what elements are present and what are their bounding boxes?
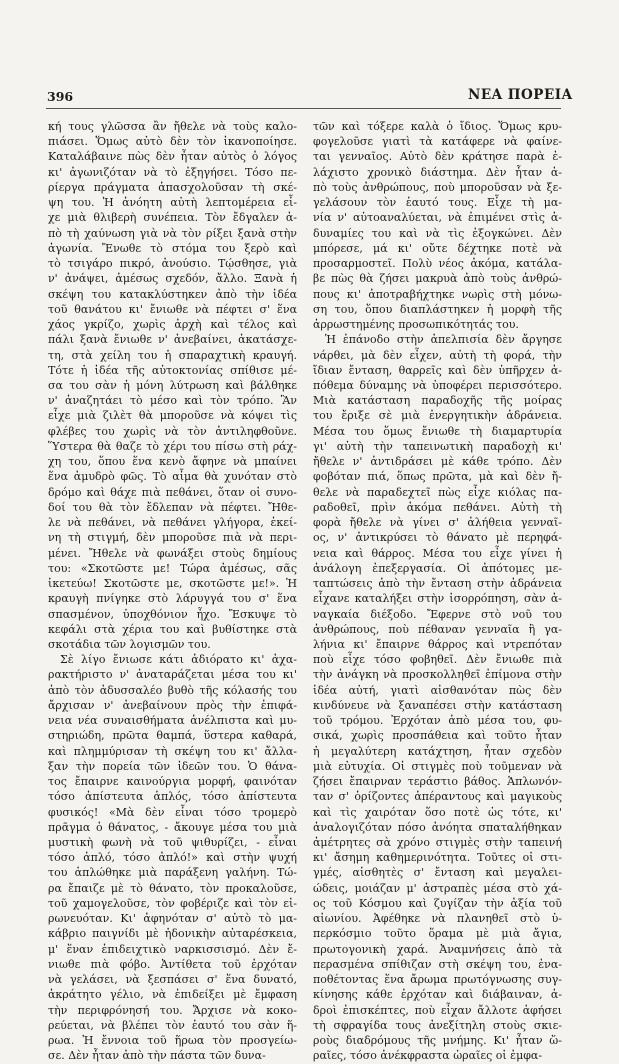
text-line: ται γενναῖος. Αὐτὸ δὲν κράτησε παρὰ ἐ- bbox=[313, 150, 562, 164]
text-line: χε μιὰ θλιβερὴ συνέπεια. Τὸν ἔδγαλεν ἀ- bbox=[48, 211, 297, 225]
text-line: νη τὴ στιγμή, δὲν μποροῦσε πιὰ νὰ περι- bbox=[48, 531, 297, 545]
text-line: χάος γκρίζο, χωρὶς ἀρχὴ καὶ τέλος καὶ bbox=[48, 318, 297, 332]
text-line: ἀναλογιζόταν πόσο ἀνόητα σπαταλήθηκαν bbox=[313, 820, 562, 834]
text-line: λήνια κι' ἔπαιρνε θάρρος καὶ ντρεπόταν bbox=[313, 637, 562, 651]
running-head: ΝΕΑ ΠΟΡΕΙΑ bbox=[468, 87, 573, 103]
text-line: φογελοῦσε γιατὶ τὰ κατάφερε νὰ φαίνε- bbox=[313, 135, 562, 149]
text-line: ρακτήριστο ν' ἀναταράζεται μέσα του κι' bbox=[48, 668, 297, 682]
text-line: τοῦ τρόμου. Ἐρχόταν ἀπὸ μέσα του, φυ- bbox=[313, 714, 562, 728]
text-line: ἄρχισαν ν' ἀνεβαίνουν πρὸς τὴν ἐπιφά- bbox=[48, 698, 297, 712]
text-line: κή τους γλῶσσα ἂν ἤθελε νὰ τοὺς καλο- bbox=[48, 120, 297, 133]
text-line: νεια καὶ θάρρος. Μέσα του εἶχε γίνει ἡ bbox=[313, 546, 562, 560]
text-line: Καταλάβαινε πὼς δὲν ἦταν αὐτὸς ὁ λόγος bbox=[48, 150, 297, 164]
text-line: εἶχε μιὰ ζιλὲτ θὰ μποροῦσε νὰ κόψει τὶς bbox=[48, 409, 297, 423]
text-line: γμές, αἰσθητὲς σ' ἔνταση καὶ μεγαλει- bbox=[313, 866, 562, 880]
text-line: ἕνα ἀμυδρὸ φῶς. Τὸ αἷμα θὰ χυνόταν στὸ bbox=[48, 470, 297, 484]
text-line: ἀνθρώπους, ποὺ πέθαναν γενναῖα ἢ γα- bbox=[313, 622, 562, 636]
text-line: περκόσμιο τοῦτο ὅραμα μὲ μιὰ ἄγια, bbox=[313, 927, 562, 941]
text-line: καὶ πλημμύρισαν τὴ σκέψη του κι' ἄλλα- bbox=[48, 744, 297, 758]
text-line: πὸ τοὺς ἀνθρώπους, ποὺ μποροῦσαν νὰ ξε- bbox=[313, 180, 562, 194]
text-line: νιωθε πιὰ φόβο. Ἀντίθετα τοῦ ἐρχόταν bbox=[48, 957, 297, 971]
text-line: Μέσα του ὅμως ἔνιωθε τὴ διαμαρτυρία bbox=[313, 424, 562, 438]
text-line: κεφάλι στὰ χέρια του καὶ βυθίστηκε στὰ bbox=[48, 622, 297, 636]
text-line: νὰ γελάσει, νὰ ξεσπάσει σ' ἕνα δυνατό, bbox=[48, 973, 297, 987]
text-line: ἀκράτητο γέλιο, νὰ ἐπιδείξει μὲ ἔμφαση bbox=[48, 988, 297, 1002]
text-line: πρωτογονικὴ χαρά. Ἀναμνήσεις ἀπὸ τὰ bbox=[313, 942, 562, 956]
text-line: καὶ τὶς χαιρόταν ὅσο ποτὲ ὡς τότε, κι' bbox=[313, 805, 562, 819]
text-line: σκοτάδια τῶν λογισμῶν του. bbox=[48, 637, 211, 651]
text-line: φλέβες του χωρὶς νὰ τὸν ἀντιληφθοῦνε. bbox=[48, 424, 297, 438]
text-line: Ἡ ἐπάνοδο στὴν ἀπελπισία δὲν ἄργησε bbox=[325, 333, 562, 347]
text-line: πους κι' ἀποτραβήχτηκε νωρὶς στὴ μόνω- bbox=[313, 287, 562, 301]
text-line: τόσο ἀπίστευτα ἁπλός, τόσο ἀπίστευτα bbox=[48, 790, 297, 804]
text-line: μιὰ εὐτυχία. Οἱ στιγμὲς ποὺ τοῦμεναν νὰ bbox=[313, 759, 562, 773]
text-line: τῶν καὶ τόξερε καλὰ ὁ ἴδιος. Ὅμως κρυ- bbox=[313, 120, 562, 133]
text-line: δρόμο καὶ θάχε πιὰ πεθάνει, ὅταν οἱ συνο- bbox=[48, 485, 297, 499]
text-line: πιάσει. Ὅμως αὐτὸ δὲν τὸν ἱκανοποίησε. bbox=[48, 135, 297, 149]
text-line: προσαρμοστεῖ. Πολὺ νέος ἀκόμα, κατάλα- bbox=[313, 257, 562, 271]
left-column bbox=[48, 119, 297, 1064]
page-number: 396 bbox=[47, 89, 74, 104]
text-line: δυναμίες του καὶ νὰ τὶς ἐξογκώνει. Δὲν bbox=[313, 226, 562, 240]
text-line: ἀνάλογη ἐπεξεργασία. Οἱ ἀπότομες με- bbox=[313, 561, 562, 575]
text-line: ταν σ' ὁρίζοντες ἀπέραντους καὶ μαγικοὺς bbox=[313, 790, 562, 804]
text-line: του ἁπλώθηκε μιὰ παράξενη γαλήνη. Τώ- bbox=[48, 866, 297, 880]
text-line: ραδοθεῖ, πρὶν ἀκόμα πεθάνει. Αὐτὴ τὴ bbox=[313, 500, 562, 514]
text-line: τὴν ἀνάγκη νὰ προσκολληθεῖ ἐπίμονα στὴν bbox=[313, 668, 562, 682]
text-line: σπασμένον, ὑποχθόνιον ἦχο. Ἔσκυψε τὸ bbox=[48, 607, 297, 621]
text-line: τὸ τσιγάρο πικρό, ἀνούσιο. Τῴσθησε, γιὰ bbox=[48, 257, 297, 271]
text-line: ν' ἀνάψει, ἀμέσως σχεδόν, ἄλλο. Ξανὰ ἡ bbox=[48, 272, 297, 286]
text-line: μυστικὴ φωνὴ νὰ τοῦ ψιθυρίζει, - εἶναι bbox=[48, 836, 297, 850]
text-line: ρεύεται, νὰ βλέπει τὸν ἑαυτό του σὰν ἥ- bbox=[48, 1018, 297, 1032]
text-line: τος ἔπαιρνε καινούργια μορφή, φαινόταν bbox=[48, 775, 297, 789]
text-line: σα του σὰν ἡ μόνη λύτρωση καὶ βάλθηκε bbox=[48, 378, 297, 392]
text-line: ος, ν' ἀντικρύσει τὸ θάνατο μὲ περηφά- bbox=[313, 531, 562, 545]
text-line: τοῦ θανάτου κι' ἔνιωθε νὰ πέφτει σ' ἕνα bbox=[48, 302, 297, 316]
text-line: τη, στὰ χείλη του ἡ σπαραχτικὴ κραυγή. bbox=[48, 348, 297, 362]
text-line: δροὶ ἐπισκέπτες, ποὺ εἶχαν ἄλλοτε ἀφήσει bbox=[313, 1003, 562, 1017]
text-line: πάλι ξανὰ ἔνιωθε ν' ἀνεβαίνει, ἀκατάσχε- bbox=[48, 333, 297, 347]
right-column bbox=[313, 119, 562, 1064]
text-line: ραῖες, τόσο ἀνέκφραστα ὡραῖες οἱ ἐμφα- bbox=[313, 1049, 543, 1063]
text-line: Μιὰ κατάσταση παραδοχῆς τῆς μοίρας bbox=[313, 394, 562, 408]
text-line: ρίεργα πράγματα ἀπασχολοῦσαν τὴ σκέ- bbox=[48, 180, 297, 194]
header-rule bbox=[46, 108, 561, 109]
text-line: αἰωνίου. Ἀφέθηκε νὰ πλανηθεῖ στὸ ὑ- bbox=[313, 912, 562, 926]
text-line: λε νὰ πεθάνει, νὰ πεθάνει γλήγορα, ἐκεί- bbox=[48, 516, 297, 530]
text-line: κραυγὴ πνίγηκε στὸ λάρυγγά του σ' ἕνα bbox=[48, 592, 297, 606]
text-line: Ὕστερα θὰ θαζε τὸ χέρι του πίσω στὴ ράχ- bbox=[48, 439, 297, 453]
text-line: ροὺς διαδρόμους τῆς μνήμης. Κι' ἦταν ὥ- bbox=[313, 1034, 562, 1048]
text-line: πόθεμα δύναμης νὰ ὑποφέρει περισσότερο. bbox=[313, 378, 562, 392]
text-line: κίνησης κάθε ἐρχόταν καὶ διάβαιναν, ἁ- bbox=[313, 988, 562, 1002]
text-line: λάχιστο χρονικὸ διάστημα. Δὲν ἦταν ἀ- bbox=[313, 165, 562, 179]
text-line: θελε νὰ παραδεχτεῖ πὼς εἶχε κιόλας πα- bbox=[313, 485, 562, 499]
text-line: ώδεις, μοιάζαν μ' ἀστραπὲς μέσα στὸ χά- bbox=[313, 881, 562, 895]
text-line: ρα ἔπαιζε μὲ τὸ θάνατο, τὸν προκαλοῦσε, bbox=[48, 881, 297, 895]
text-line: ρωνευόταν. Κι' ἀφηνόταν σ' αὐτὸ τὸ μα- bbox=[48, 912, 297, 926]
text-line: ἡ μεγαλύτερη κατάχτηση, ἦταν σχεδὸν bbox=[313, 744, 562, 758]
text-line: ἰδέα αὐτή, γιατὶ αἰσθανόταν πὼς δὲν bbox=[313, 683, 562, 697]
text-line: γι' αὐτὴ τὴν ταπεινωτικὴ παραδοχὴ κι' bbox=[313, 439, 562, 453]
text-line: τόσο ἁπλό, τόσο ἁπλό!» καὶ στὴν ψυχή bbox=[48, 851, 297, 865]
text-line: μπόρεσε, μά κι' οὔτε δέχτηκε ποτὲ νὰ bbox=[313, 241, 562, 255]
text-line: του ἔριξε σὲ μιὰ ἐνεργητικὴν ἀδράνεια. bbox=[313, 409, 562, 423]
text-line: ποὺ εἶχε τόσο φοβηθεῖ. Δὲν ἔνιωθε πιὰ bbox=[313, 653, 562, 667]
text-line: φοβόταν πιά, ὅπως πρῶτα, μὰ καὶ δὲν ἤ- bbox=[313, 470, 562, 484]
text-line: ἱκετεύω! Σκοτῶστε με, σκοτῶστε με!». Ἡ bbox=[48, 577, 297, 591]
text-line: ἀγωνία. Ἔνωθε τὸ στόμα του ξερὸ καὶ bbox=[48, 241, 297, 255]
text-line: νεια νέα συναισθήματα ἀνέλπιστα καὶ μυ- bbox=[48, 714, 297, 728]
text-line: ζήσει ἔπαιρναν τεράστιο βάθος. Ἁπλωνόν- bbox=[313, 775, 562, 789]
text-line: εἶχανε καταλήξει στὴν ἰσορρόπηση, σὰν ἀ- bbox=[313, 592, 562, 606]
text-line: ποθέτοντας ἕνα ἄρωμα πρωτόγνωσης συγ- bbox=[313, 973, 562, 987]
text-line: ση του, ὅπου διαπλάστηκεν ἡ μορφὴ τῆς bbox=[313, 302, 562, 316]
text-line: δοί του θὰ τὸν ἔδλεπαν νὰ πέφτει. Ἤθε- bbox=[48, 500, 297, 514]
text-line: ταπτώσεις ἀπὸ τὴν ἔνταση στὴν ἀδράνεια bbox=[313, 577, 562, 591]
text-line: νία ν' αὐτοαναλύεται, νὰ ἐπιμένει στὶς ἀ- bbox=[313, 211, 562, 225]
text-line: τὴ σφραγίδα τους ἀνεξίτηλη στοὺς σκιε- bbox=[313, 1018, 562, 1032]
text-line: τὴν περιφρόνησή του. Ἄρχισε νὰ κοκο- bbox=[48, 1003, 297, 1017]
text-line: ξαν τὴν πορεία τῶν ἰδεῶν του. Ὁ θάνα- bbox=[48, 759, 297, 773]
text-line: ναγκαία διέξοδο. Ἔφερνε στὸ νοῦ του bbox=[313, 607, 562, 621]
text-line: ἤθελε ν' ἀντιδράσει μὲ κάθε τρόπο. Δὲν bbox=[313, 455, 562, 469]
text-line: τοῦ χαμογελοῦσε, τὸν φοβέριζε καὶ τὸν εἰ- bbox=[48, 896, 297, 910]
text-line: φορὰ ἤθελε νὰ γίνει σ' ἀλήθεια γενναῖ- bbox=[313, 516, 562, 530]
text-line: μένει. Ἤθελε νὰ φωνάξει στοὺς δημίους bbox=[48, 546, 297, 560]
text-line: ἴδιαν ἔνταση, θαρρεῖς καὶ δὲν ὑπῆρχεν ἀ- bbox=[313, 363, 562, 377]
text-line: του: «Σκοτῶστε με! Τώρα ἀμέσως, σᾶς bbox=[48, 561, 297, 575]
text-line: σκέψη του κατακλύστηκεν ἀπὸ τὴν ἰδέα bbox=[48, 287, 297, 301]
text-line: Σὲ λίγο ἔνιωσε κάτι ἀδιόρατο κι' ἀχα- bbox=[60, 653, 297, 667]
text-line: σε. Δὲν ἦταν ἀπὸ τὴν πάστα τῶν δυνα- bbox=[48, 1049, 266, 1063]
text-line: ν' ἀναζητάει τὸ μέσο καὶ τὸν τρόπο. Ἂν bbox=[48, 394, 297, 408]
text-line: περασμένα σπίθιζαν στὴ σκέψη του, ἐνα- bbox=[313, 957, 562, 971]
text-line: ἀπὸ τὸν ἀδυσσαλέο βυθὸ τῆς κόλασής του bbox=[48, 683, 297, 697]
text-line: σικά, χωρὶς προσπάθεια καὶ τοῦτο ἦταν bbox=[313, 729, 562, 743]
text-line: κι' ἀγωνιζόταν νὰ τὸ ἐξηγήσει. Τόσο πε- bbox=[48, 165, 297, 179]
text-line: ρωα. Ἡ ἔννοια τοῦ ἥρωα τὸν προσγείω- bbox=[48, 1034, 297, 1048]
text-line: ἀρρωστημένης προσωπικότητάς του. bbox=[313, 318, 519, 332]
text-line: πὸ τὴ χαύνωση γιὰ νὰ τὸν ρίξει ξανὰ στὴν bbox=[48, 226, 297, 240]
text-line: κινδύνευε νὰ ξαναπέσει στὴν κατάσταση bbox=[313, 698, 562, 712]
text-line: νάρθει, μὰ δὲν εἶχεν, αὐτὴ τὴ φορά, τὴν bbox=[313, 348, 562, 362]
text-line: Τότε ἡ ἰδέα τῆς αὐτοκτονίας σπίθισε μέ- bbox=[48, 363, 297, 377]
text-line: βε πὼς θὰ ζήσει μακρυὰ ἀπὸ τοὺς ἀνθρώ- bbox=[313, 272, 562, 286]
text-line: στηριώδη, πρῶτα θαμπά, ὕστερα καθαρά, bbox=[48, 729, 297, 743]
text-line: ψη του. Ἡ ἀνόητη αὐτὴ λεπτομέρεια εἶ- bbox=[48, 196, 297, 210]
text-line: κάβριο παιγνίδι μὲ ἡδονικὴν αὐταρέσκεια, bbox=[48, 927, 297, 941]
text-line: πρᾶγμα ὁ θάνατος, - ἄκουγε μέσα του μιὰ bbox=[48, 820, 297, 834]
text-line: φυσικός! «Μὰ δὲν εἶναι τόσο τρομερὸ bbox=[48, 805, 297, 819]
text-line: ἀμέτρητες σὰ χρόνο στιγμὲς στὴν ταπεινή bbox=[313, 836, 562, 850]
text-line: κι' ἄσημη καθημερινότητα. Τοῦτες οἱ στι- bbox=[313, 851, 562, 865]
text-line: μ' ἕναν ἐπιδειχτικὸ ναρκισσισμό. Δὲν ἔ- bbox=[48, 942, 297, 956]
text-line: γελάσουν τὸν ἑαυτό τους. Εἶχε τὴ μα- bbox=[313, 196, 562, 210]
text-line: χη του, ὅπου ἕνα κενὸ ἄφηνε νὰ μπαίνει bbox=[48, 455, 297, 469]
text-line: ος τοῦ Κόσμου καὶ ζυγίζαν τὴν ἀξία τοῦ bbox=[313, 896, 562, 910]
